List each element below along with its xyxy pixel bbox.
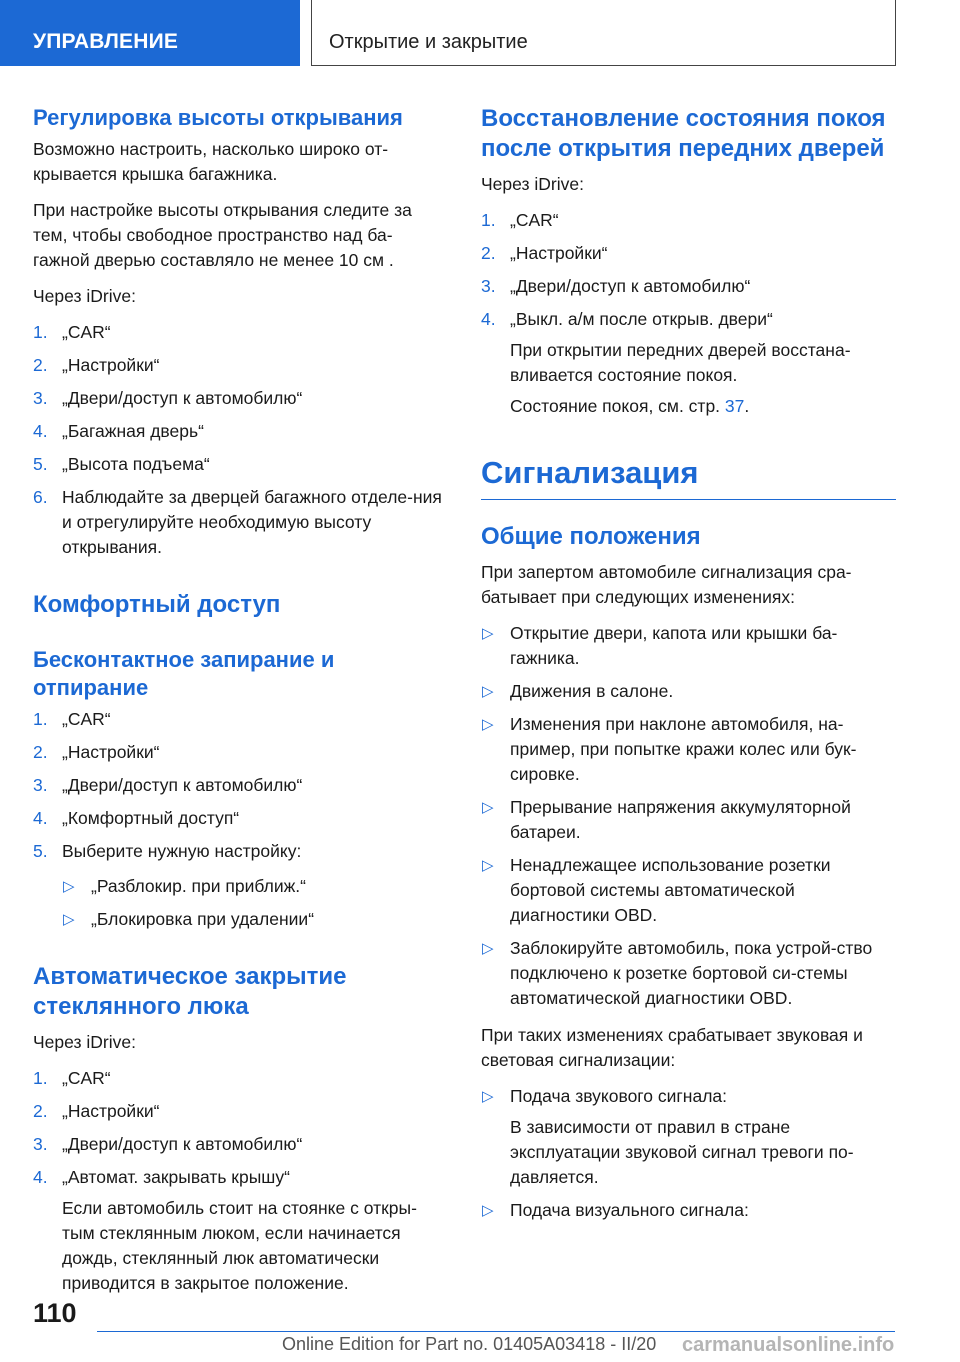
steps-rest-state xyxy=(481,208,896,419)
footer-edition: Online Edition for Part no. 01405A03418 - II/20 xyxy=(282,1334,657,1354)
paragraph-via-idrive: Через iDrive: xyxy=(33,286,136,306)
list-item: 5. Выберите нужную настройку: ▷ „Разблокир. при приближ.“ ▷ „Блокировка при удалении“ xyxy=(33,839,448,932)
triangle-bullet-icon: ▷ xyxy=(482,625,494,642)
triangle-bullet-icon: ▷ xyxy=(482,857,494,874)
triangle-bullet-icon: ▷ xyxy=(482,683,494,700)
triangle-bullet-icon: ▷ xyxy=(482,799,494,816)
paragraph: Возможно настроить, насколько широко от-крывается крышка багажника. xyxy=(33,139,389,184)
list-item: 4. „Автомат. закрывать крышу“ Если автомобиль стоит на стоянке с откры-тым стеклянным люком, если начинается дождь, стеклянный люк автоматически приводится в закрытое положение. xyxy=(33,1165,448,1296)
list-item: 2. „Настройки“ xyxy=(33,742,160,762)
chapter-title: Открытие и закрытие xyxy=(311,0,896,66)
step-note: Если автомобиль стоит на стоянке с откры-тым стеклянным люком, если начинается дождь, стеклянный люк автоматически приводится в закрытое положение. xyxy=(62,1198,417,1293)
list-item: 3. „Двери/доступ к автомобилю“ xyxy=(33,388,303,408)
heading-keyless: Бесконтактное запирание и отпирание xyxy=(33,647,335,700)
paragraph: При настройке высоты открывания следите за тем, чтобы свободное пространство над ба-гажной дверью составляло не менее 10 см . xyxy=(33,200,412,270)
step-note-reference: Состояние покоя, см. стр. 37. xyxy=(510,396,750,416)
list-item: 6. Наблюдайте за дверцей багажного отделе-ния и отрегулируйте необходимую высоту открывания. xyxy=(33,487,442,557)
paragraph: При запертом автомобиле сигнализация сра-батывает при следующих изменениях: xyxy=(481,562,852,607)
heading-comfort-access: Комфортный доступ xyxy=(33,591,281,618)
list-item: 3. „Двери/доступ к автомобилю“ xyxy=(33,1134,303,1154)
watermark: carmanualsonline.info xyxy=(682,1334,895,1356)
alarm-signal-list xyxy=(481,1084,896,1223)
list-item: 4. „Багажная дверь“ xyxy=(33,421,204,441)
heading-alarm: Сигнализация xyxy=(481,455,896,500)
steps-auto-roof xyxy=(33,1066,448,1296)
list-item: ▷ Прерывание напряжения аккумуляторной батареи. xyxy=(482,797,851,842)
left-column xyxy=(33,104,448,1308)
list-item: ▷ Изменения при наклоне автомобиля, на-пример, при попытке кражи колес или бук-сировке. xyxy=(482,714,857,784)
right-column xyxy=(481,104,896,1235)
triangle-bullet-icon: ▷ xyxy=(482,1088,494,1105)
footer-rule xyxy=(97,1331,895,1332)
triangle-bullet-icon: ▷ xyxy=(63,878,75,895)
heading-rest-state: Восстановление состояния покоя после открытия передних дверей xyxy=(481,105,886,162)
list-item: 1. „CAR“ xyxy=(33,709,111,729)
list-item: ▷ Ненадлежащее использование розетки бортовой системы автоматической диагностики OBD. xyxy=(482,855,831,925)
heading-auto-roof-close: Автоматическое закрытие стеклянного люка xyxy=(33,963,347,1020)
list-item: 5. „Высота подъема“ xyxy=(33,454,210,474)
list-item: 2. „Настройки“ xyxy=(481,243,608,263)
steps-comfort-access xyxy=(33,707,448,932)
steps-opening-height xyxy=(33,320,448,560)
list-item: ▷ „Блокировка при удалении“ xyxy=(62,907,448,932)
list-item: 2. „Настройки“ xyxy=(33,1101,160,1121)
list-item: 3. „Двери/доступ к автомобилю“ xyxy=(33,775,303,795)
list-item: 4. „Комфортный доступ“ xyxy=(33,808,240,828)
list-item: ▷ Подача звукового сигнала: В зависимости от правил в стране эксплуатации звуковой сигнал тревоги по-давляется. xyxy=(481,1084,896,1190)
list-item: ▷ „Разблокир. при приближ.“ xyxy=(62,874,448,899)
heading-opening-height: Регулировка высоты открывания xyxy=(33,105,403,130)
list-item: 1. „CAR“ xyxy=(481,210,559,230)
paragraph-via-idrive: Через iDrive: xyxy=(481,174,584,194)
triangle-bullet-icon: ▷ xyxy=(482,1202,494,1219)
page-number: 110 xyxy=(33,1298,77,1328)
paragraph-via-idrive: Через iDrive: xyxy=(33,1032,136,1052)
list-item: 3. „Двери/доступ к автомобилю“ xyxy=(481,276,751,296)
list-item: 1. „CAR“ xyxy=(33,322,111,342)
step-note: При открытии передних дверей восстана-вливается состояние покоя. xyxy=(510,340,851,385)
paragraph: При таких изменениях срабатывает звуковая и световая сигнализации: xyxy=(481,1025,863,1070)
list-item: ▷ Движения в салоне. xyxy=(481,679,896,704)
triangle-bullet-icon: ▷ xyxy=(63,911,75,928)
list-item: ▷ Подача визуального сигнала: xyxy=(481,1198,896,1223)
alarm-trigger-list xyxy=(481,621,896,1011)
triangle-bullet-icon: ▷ xyxy=(482,716,494,733)
list-item: 2. „Настройки“ xyxy=(33,355,160,375)
triangle-bullet-icon: ▷ xyxy=(482,940,494,957)
heading-general: Общие положения xyxy=(481,523,701,550)
option-list xyxy=(62,874,448,932)
list-item: 1. „CAR“ xyxy=(33,1068,111,1088)
signal-note: В зависимости от правил в стране эксплуатации звуковой сигнал тревоги по-давляется. xyxy=(510,1117,854,1187)
list-item: ▷ Заблокируйте автомобиль, пока устрой-ство подключено к розетке бортовой си-стемы автоматической диагностики OBD. xyxy=(482,938,873,1008)
page-link[interactable]: 37 xyxy=(724,396,745,416)
list-item: 4. „Выкл. а/м после открыв. двери“ При открытии передних дверей восстана-вливается состояние покоя. Состояние покоя, см. стр. 37. xyxy=(481,307,896,419)
list-item: ▷ Открытие двери, капота или крышки ба-гажника. xyxy=(482,623,838,668)
section-tab: УПРАВЛЕНИЕ xyxy=(0,0,300,66)
